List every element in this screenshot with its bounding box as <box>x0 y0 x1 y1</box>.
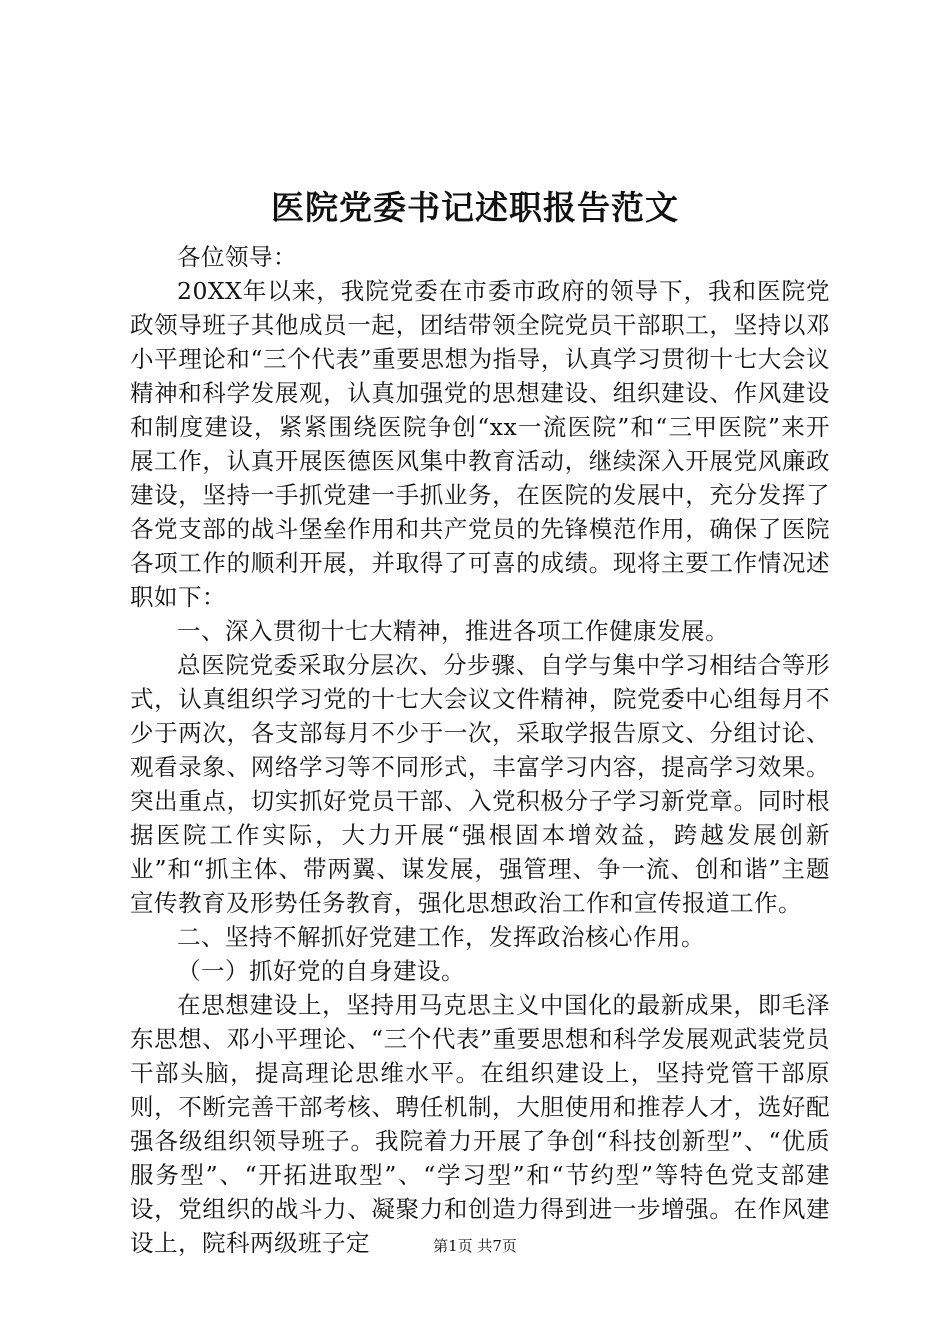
page-footer: 第1页 共7页 <box>433 1237 517 1255</box>
salutation-paragraph: 各位领导： <box>177 243 297 271</box>
document-title: 医院党委书记述职报告范文 <box>271 188 679 227</box>
section-heading-2: 二、坚持不解抓好党建工作，发挥政治核心作用。 <box>177 923 705 951</box>
intro-paragraph: 20XX年以来，我院党委在市委市政府的领导下，我和医院党政领导班子其他成员一起，团结带领全院党员干部职工，坚持以邓小平理论和“三个代表”重要思想为指导，认真学习贯彻十七大会议精神和科学发展观，认真加强党的思想建设、组织建设、作风建设和制度建设，紧紧围绕医院争创“xx一流医院”和“三甲医院”来开展工作，认真开展医德医风集中教育活动，继续深入开展党风廉政建设，坚持一手抓党建一手抓业务，在医院的发展中，充分发挥了各党支部的战斗堡垒作用和共产党员的先锋模范作用，确保了医院各项工作的顺利开展，并取得了可喜的成绩。现将主要工作情况述职如下： <box>130 277 830 611</box>
subsection-1-paragraph: 在思想建设上，坚持用马克思主义中国化的最新成果，即毛泽东思想、邓小平理论、“三个代表”重要思想和科学发展观武装党员干部头脑，提高理论思维水平。在组织建设上，坚持党管干部原则，不断完善干部考核、聘任机制，大胆使用和推荐人才，选好配强各级组织领导班子。我院着力开展了争创“科技创新型”、“优质服务型”、“开拓进取型”、“学习型”和“节约型”等特色党支部建设，党组织的战斗力、凝聚力和创造力得到进一步增强。在作风建设上，院科两级班子定 <box>130 991 830 1257</box>
section-heading-1: 一、深入贯彻十七大精神，推进各项工作健康发展。 <box>177 617 729 645</box>
subsection-heading-1: （一）抓好党的自身建设。 <box>177 957 465 985</box>
document-body <box>130 240 830 1260</box>
section-1-paragraph: 总医院党委采取分层次、分步骤、自学与集中学习相结合等形式，认真组织学习党的十七大会议文件精神，院党委中心组每月不少于两次，各支部每月不少于一次，采取学报告原文、分组讨论、观看录象、网络学习等不同形式，丰富学习内容，提高学习效果。突出重点，切实抓好党员干部、入党积极分子学习新党章。同时根据医院工作实际，大力开展“强根固本增效益，跨越发展创新业”和“抓主体、带两翼、谋发展，强管理、争一流、创和谐”主题宣传教育及形势任务教育，强化思想政治工作和宣传报道工作。 <box>130 651 830 917</box>
